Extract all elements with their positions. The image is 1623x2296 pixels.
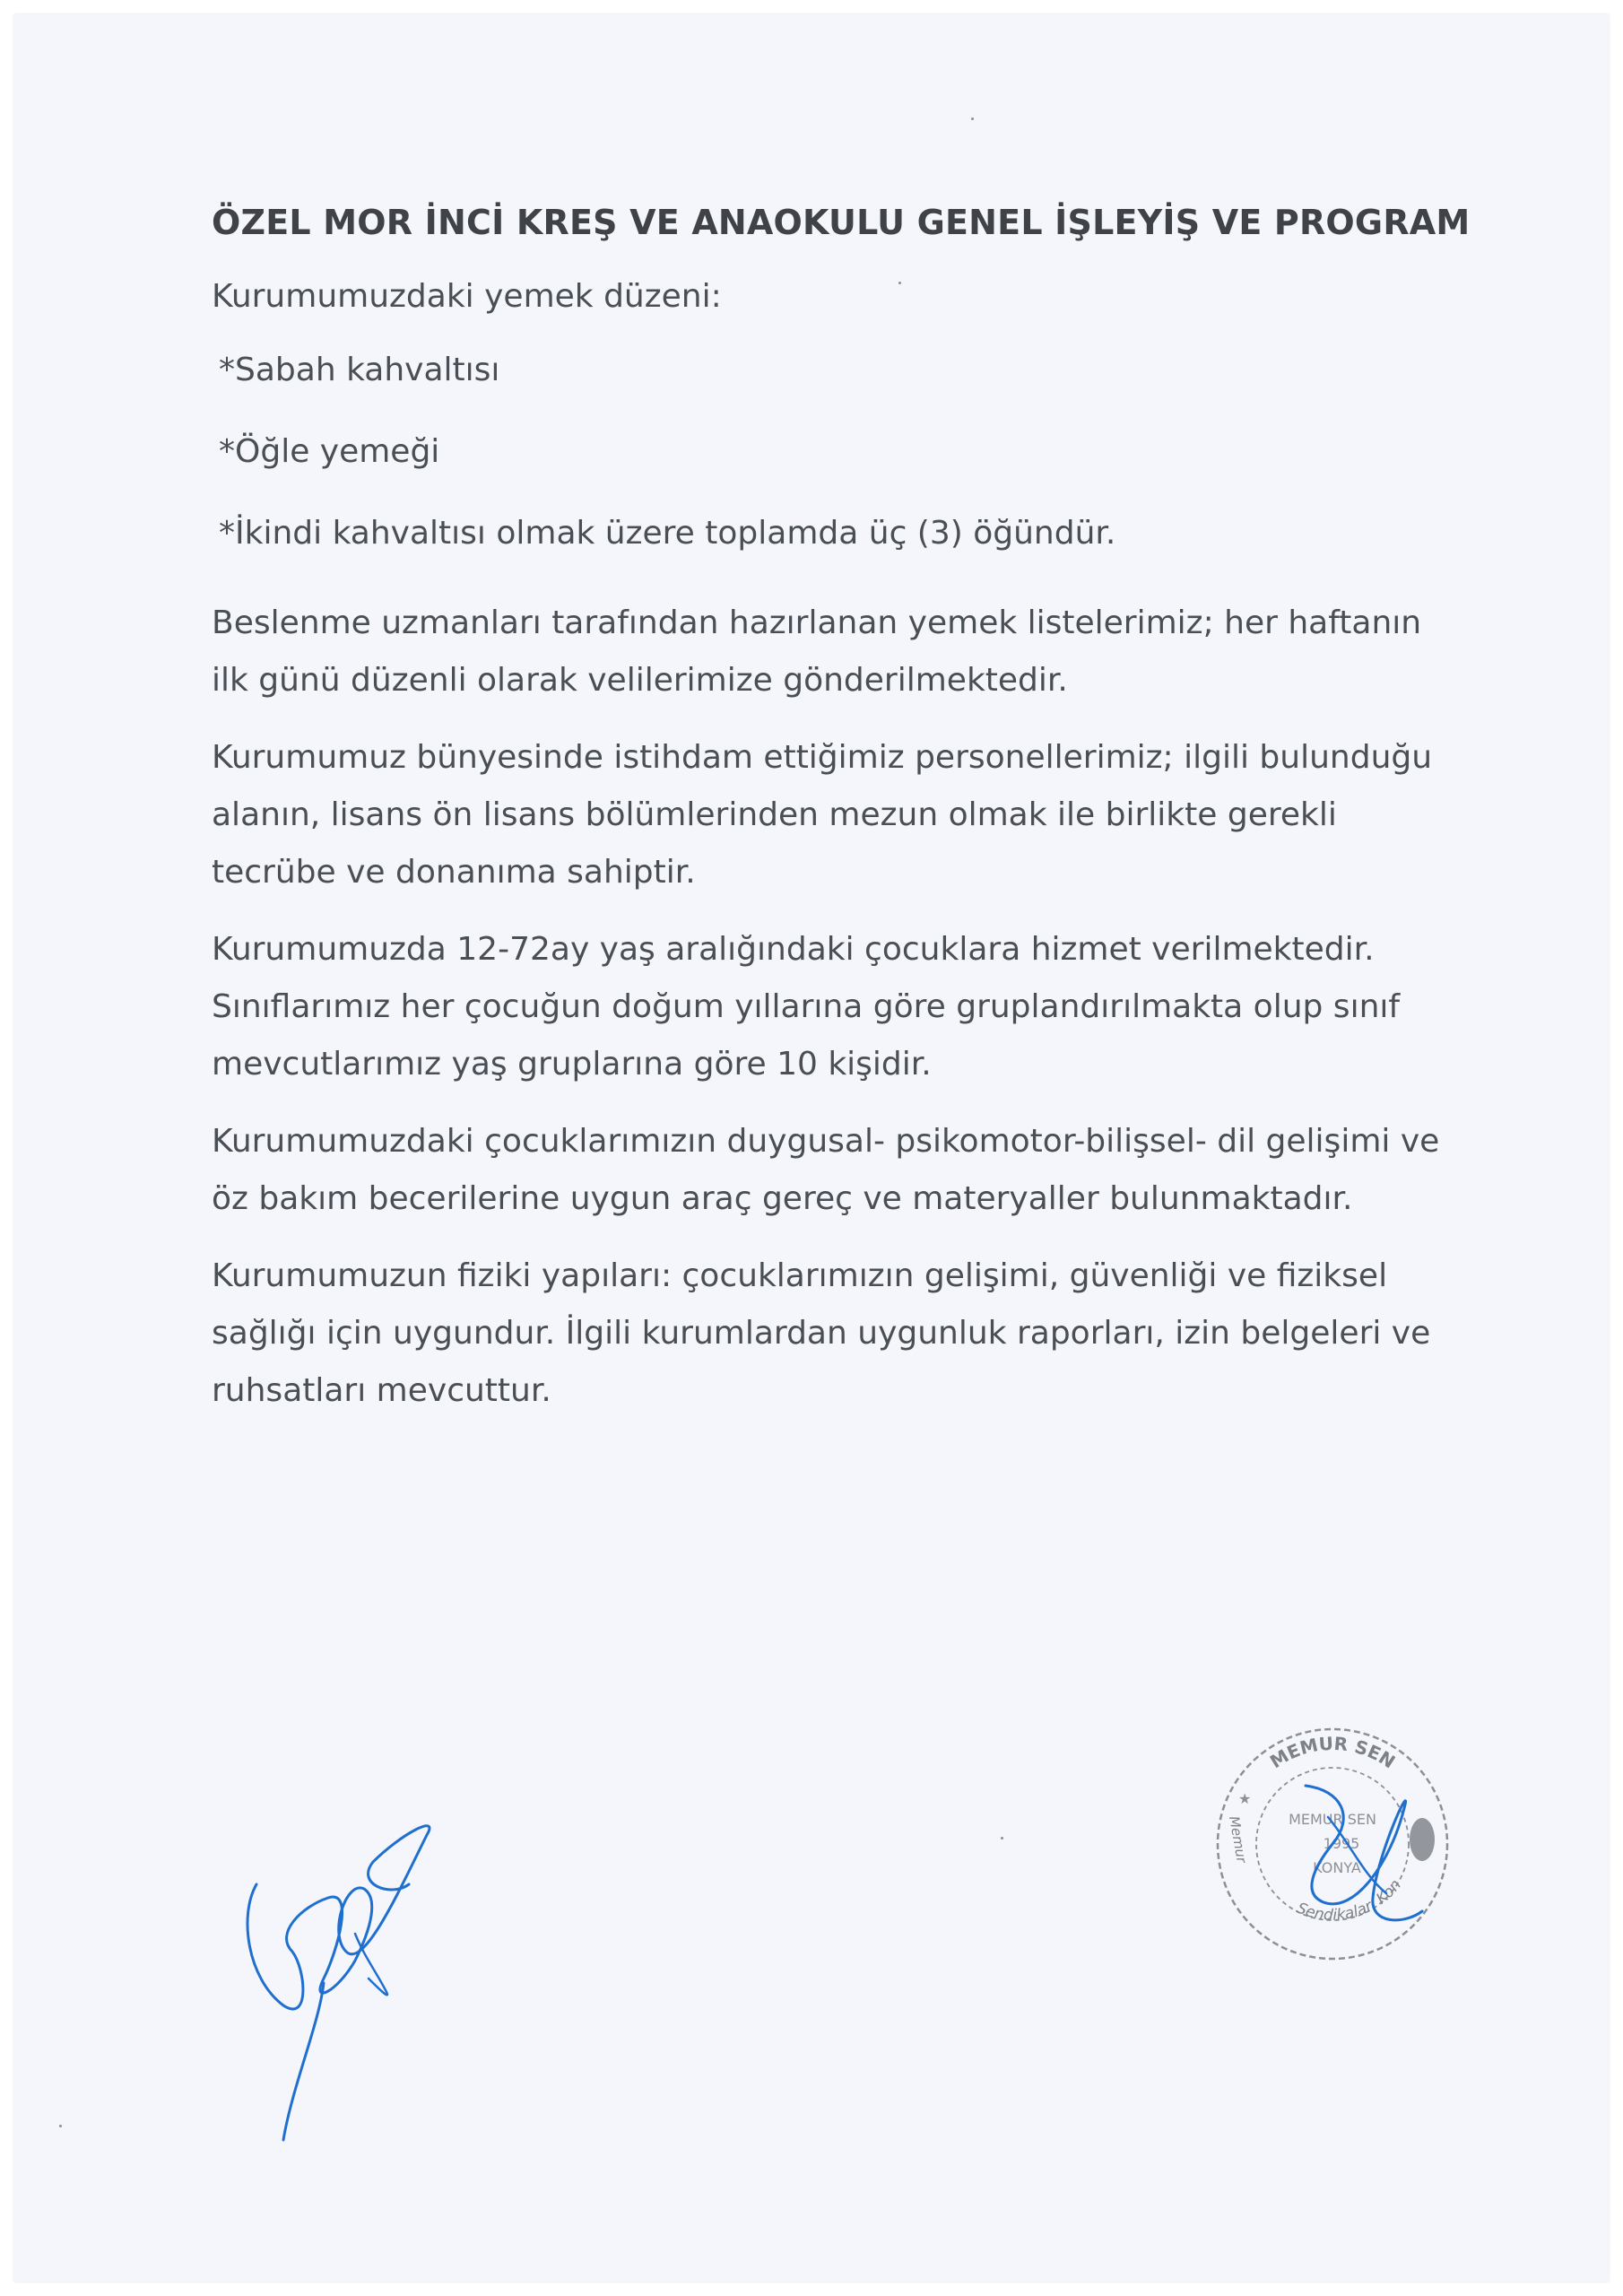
meal-item-afternoon-snack: *İkindi kahvaltısı olmak üzere toplamda üç (3) öğündür.	[219, 515, 1116, 552]
svg-text:MEMUR SEN	[1266, 1733, 1399, 1773]
scan-speck	[898, 282, 901, 284]
paragraph-staff: Kurumumuz bünyesinde istihdam ettiğimiz personellerimiz; ilgili bulunduğu alanın, lisans ön lisans bölümlerinden mezun olmak ile birlikte gerekli tecrübe ve donanıma sahiptir.	[212, 739, 1433, 891]
stamp-bottom-text: Sendikaları Kon	[1294, 1875, 1405, 1925]
paragraph-facilities: Kurumumuzun fiziki yapıları: çocuklarımızın gelişimi, güvenliği ve fiziksel sağlığı için uygundur. İlgili kurumlardan uygunluk raporları, izin belgeleri ve ruhsatları mevcuttur.	[212, 1257, 1431, 1409]
paragraph-age-groups: Kurumumuzda 12-72ay yaş aralığındaki çocuklara hizmet verilmektedir. Sınıflarımız her çocuğun doğum yıllarına göre gruplandırılmakta olup sınıf mevcutlarımız yaş gruplarına göre 10 kişidir.	[212, 931, 1401, 1083]
scan-speck	[971, 117, 974, 120]
meal-intro: Kurumumuzdaki yemek düzeni:	[212, 278, 722, 315]
official-stamp	[1198, 1709, 1467, 1979]
meal-item-breakfast: *Sabah kahvaltısı	[219, 352, 500, 388]
stamp-left-text: Memur	[1226, 1814, 1250, 1865]
paragraph-meal-lists: Beslenme uzmanları tarafından hazırlanan yemek listelerimiz; her haftanın ilk günü düzenli olarak velilerimize gönderilmektedir.	[212, 604, 1422, 699]
scan-speck	[59, 2125, 62, 2127]
stamp-center-line1: MEMUR SEN	[1289, 1811, 1376, 1828]
stamp-star-icon: ★	[1238, 1790, 1252, 1807]
document-body	[212, 203, 1471, 1439]
scan-speck	[1001, 1837, 1003, 1839]
meal-item-lunch: *Öğle yemeği	[219, 433, 440, 470]
signature	[221, 1799, 454, 2149]
stamp-center-line3: KONYA	[1313, 1859, 1361, 1876]
document-title: ÖZEL MOR İNCİ KREŞ VE ANAOKULU GENEL İŞLEYİŞ VE PROGRAM	[212, 203, 1471, 242]
stamp-center-line2: 1995	[1323, 1835, 1360, 1852]
stamp-top-text: MEMUR SEN	[1265, 1732, 1400, 1773]
paragraph-materials: Kurumumuzdaki çocuklarımızın duygusal- psikomotor-bilişsel- dil gelişimi ve öz bakım becerilerine uygun araç gereç ve materyaller bulunmaktadır.	[212, 1123, 1440, 1217]
document-page	[14, 14, 1609, 2282]
